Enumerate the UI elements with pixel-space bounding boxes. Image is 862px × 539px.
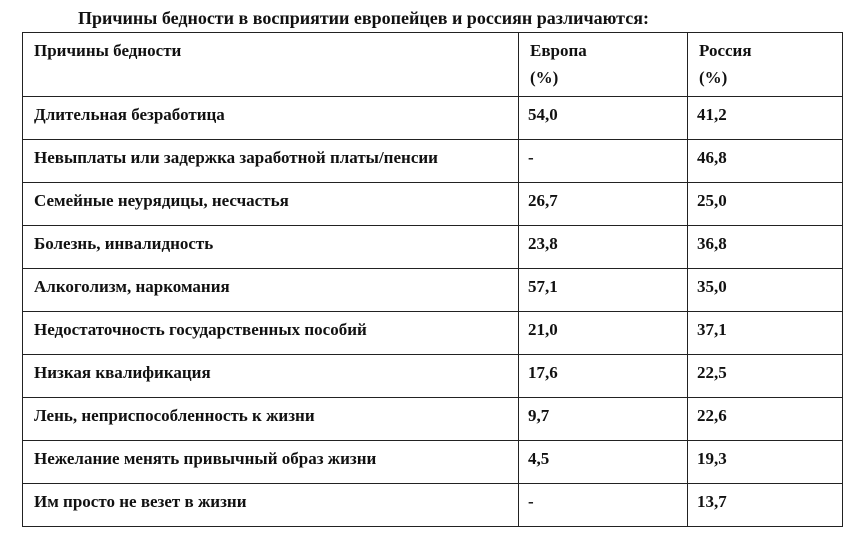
reason-cell: Нежелание менять привычный образ жизни — [23, 441, 519, 484]
russia-value-cell: 35,0 — [688, 269, 843, 312]
russia-value-cell: 22,6 — [688, 398, 843, 441]
header-europe-label: Европа — [530, 41, 587, 60]
reason-cell: Алкоголизм, наркомания — [23, 269, 519, 312]
europe-value-cell: 54,0 — [519, 97, 688, 140]
russia-value-cell: 37,1 — [688, 312, 843, 355]
reason-cell: Низкая квалификация — [23, 355, 519, 398]
table-row — [23, 441, 843, 484]
europe-value-cell: 57,1 — [519, 269, 688, 312]
poverty-causes-table — [22, 32, 843, 527]
header-europe-unit: (%) — [530, 68, 559, 87]
reason-cell: Лень, неприспособленность к жизни — [23, 398, 519, 441]
reason-cell: Невыплаты или задержка заработной платы/пенсии — [23, 140, 519, 183]
reason-cell: Недостаточность государственных пособий — [23, 312, 519, 355]
russia-value-cell: 41,2 — [688, 97, 843, 140]
europe-value-cell: 26,7 — [519, 183, 688, 226]
header-russia-unit: (%) — [699, 68, 728, 87]
table-row — [23, 226, 843, 269]
table-header-row — [23, 33, 843, 97]
europe-value-cell: 21,0 — [519, 312, 688, 355]
header-cell-reasons — [23, 33, 519, 97]
table-row — [23, 484, 843, 527]
reason-cell: Семейные неурядицы, несчастья — [23, 183, 519, 226]
europe-value-cell: 23,8 — [519, 226, 688, 269]
europe-value-cell: 9,7 — [519, 398, 688, 441]
europe-value-cell: 4,5 — [519, 441, 688, 484]
table-row — [23, 312, 843, 355]
russia-value-cell: 13,7 — [688, 484, 843, 527]
table-row — [23, 140, 843, 183]
russia-value-cell: 36,8 — [688, 226, 843, 269]
russia-value-cell: 19,3 — [688, 441, 843, 484]
reason-cell: Им просто не везет в жизни — [23, 484, 519, 527]
header-russia-label: Россия — [699, 41, 752, 60]
reason-cell: Болезнь, инвалидность — [23, 226, 519, 269]
russia-value-cell: 25,0 — [688, 183, 843, 226]
table-row — [23, 269, 843, 312]
table-row — [23, 355, 843, 398]
header-cell-russia — [688, 33, 843, 97]
document-title: Причины бедности в восприятии европейцев и россиян различаются: — [78, 8, 649, 28]
table-row — [23, 398, 843, 441]
russia-value-cell: 22,5 — [688, 355, 843, 398]
europe-value-cell: - — [519, 140, 688, 183]
europe-value-cell: - — [519, 484, 688, 527]
russia-value-cell: 46,8 — [688, 140, 843, 183]
table-row — [23, 183, 843, 226]
header-cell-europe — [519, 33, 688, 97]
header-reasons-label: Причины бедности — [34, 41, 182, 60]
reason-cell: Длительная безработица — [23, 97, 519, 140]
table-row — [23, 97, 843, 140]
europe-value-cell: 17,6 — [519, 355, 688, 398]
